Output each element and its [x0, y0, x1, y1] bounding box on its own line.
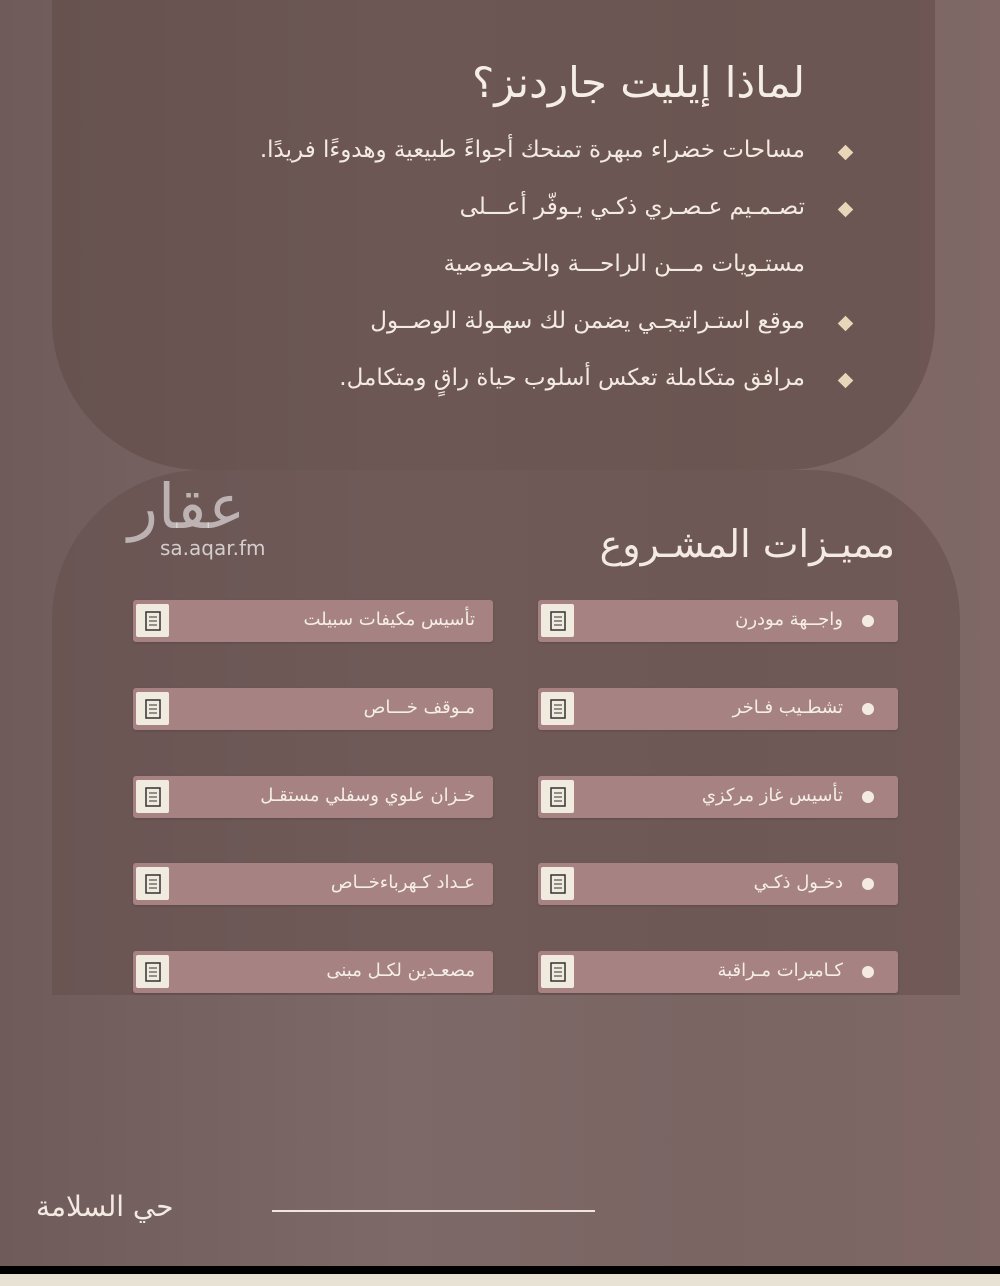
feature-label: تأسيس غاز مركزي: [701, 785, 843, 806]
water-tank-icon: [136, 780, 169, 813]
elevator-icon: [136, 955, 169, 988]
feature-item: [133, 600, 493, 642]
why-bullet: موقع استـراتيجـي يضمن لك سهـولة الوصــول: [370, 308, 805, 334]
bottom-bar: [0, 1266, 1000, 1274]
feature-label: خـزان علوي وسفلي مستقـل: [260, 785, 475, 806]
air-conditioner-icon: [136, 604, 169, 637]
cctv-camera-icon: [541, 955, 574, 988]
district-label: حي السلامة: [36, 1190, 174, 1223]
dot-bullet-icon: [862, 615, 874, 627]
feature-item: [133, 863, 493, 905]
feature-label: كـاميرات مـراقبة: [717, 960, 843, 981]
feature-label: عـداد كـهرباءخــاص: [330, 872, 475, 893]
dot-bullet-icon: [862, 791, 874, 803]
feature-item: [538, 688, 898, 730]
feature-item: [133, 776, 493, 818]
why-title: لماذا إيليت جاردنز؟: [471, 58, 805, 107]
parking-icon: [136, 692, 169, 725]
dot-bullet-icon: [862, 966, 874, 978]
features-title: مميـزات المشـروع: [599, 522, 895, 566]
feature-item: [538, 600, 898, 642]
feature-item: [538, 863, 898, 905]
why-bullet-continuation: مستـويات مـــن الراحـــة والخـصوصية: [443, 251, 805, 277]
feature-label: تأسيس مكيفات سبيلت: [303, 609, 475, 630]
electric-meter-icon: [136, 867, 169, 900]
feature-item: [133, 688, 493, 730]
classic-building-icon: [541, 692, 574, 725]
why-bullet: تصـمـيم عـصـري ذكـي يـوفّر أعـــلى: [459, 194, 805, 220]
aqar-watermark-logo: عقار: [128, 470, 246, 543]
why-bullet: مساحات خضراء مبهرة تمنحك أجواءً طبيعية وهدوءًا فريدًا.: [259, 137, 805, 163]
feature-item: [133, 951, 493, 993]
feature-label: واجــهة مودرن: [735, 609, 843, 630]
divider-line: [272, 1210, 595, 1212]
why-bullet: مرافق متكاملة تعكس أسلوب حياة راقٍ ومتكامل.: [339, 365, 805, 391]
feature-label: دخـول ذكـي: [753, 872, 843, 893]
dot-bullet-icon: [862, 878, 874, 890]
smart-lock-icon: [541, 867, 574, 900]
bottom-strip: [0, 1274, 1000, 1286]
feature-label: تشطـيب فـاخر: [732, 697, 843, 718]
feature-item: [538, 951, 898, 993]
feature-label: مـوقف خـــاص: [363, 697, 475, 718]
feature-item: [538, 776, 898, 818]
building-icon: [541, 604, 574, 637]
gas-pipe-icon: [541, 780, 574, 813]
aqar-watermark-url: sa.aqar.fm: [160, 536, 266, 560]
dot-bullet-icon: [862, 703, 874, 715]
feature-label: مصعـدين لكـل مبنى: [326, 960, 475, 981]
